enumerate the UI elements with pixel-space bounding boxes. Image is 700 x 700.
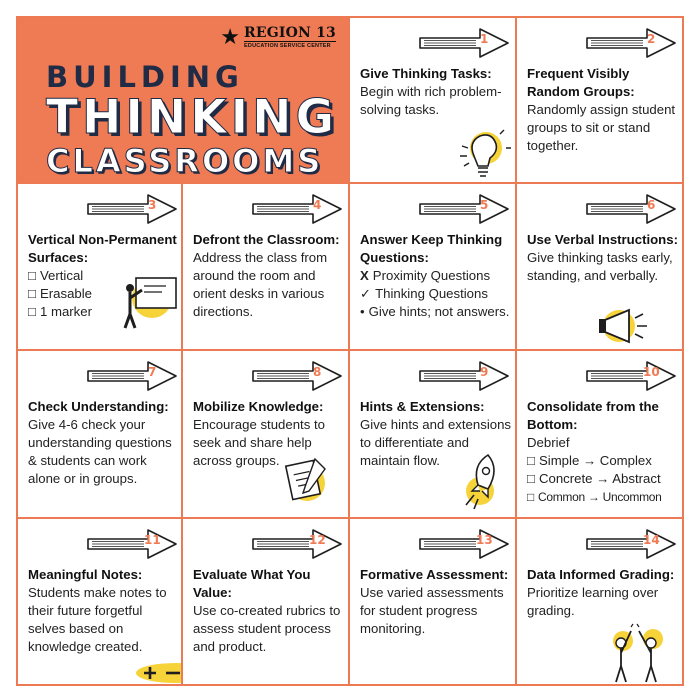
brand-logo xyxy=(220,26,336,49)
title-line-2: THINKING xyxy=(46,90,339,145)
tile-body: Address the class from around the room and orient desks in various directions. xyxy=(193,249,328,319)
tile-body: Give hints and extensions to differentiate and maintain flow. xyxy=(360,417,512,468)
math-symbols-icon xyxy=(136,661,183,685)
title-banner xyxy=(16,16,350,184)
tile-1 xyxy=(350,16,517,184)
tile-body: Encourage students to seek and share help across groups. xyxy=(193,417,325,468)
list-item: □ Concrete → Abstract xyxy=(527,471,661,486)
tile-11 xyxy=(16,519,183,687)
tile-heading: Frequent Visibly Random Groups: xyxy=(527,66,635,99)
tile-body: Use co-created rubrics to assess student process and product. xyxy=(193,602,341,654)
tile-body: Randomly assign student groups to sit or stand together. xyxy=(527,102,676,153)
arrow-icon xyxy=(418,192,510,226)
tile-number: 12 xyxy=(309,532,326,547)
list-item: □ Erasable xyxy=(28,285,93,301)
tile-13 xyxy=(350,519,517,687)
tile-number: 1 xyxy=(480,32,489,46)
list-item: □ Common → Uncommon xyxy=(527,490,662,504)
tile-number: 10 xyxy=(643,365,660,379)
tile-10 xyxy=(517,351,684,519)
tile-heading: Answer Keep Thinking Questions: xyxy=(360,231,503,265)
tile-heading: Consolidate from the Bottom: xyxy=(527,399,659,432)
tile-body: Students make notes to their future forgetful selves based on knowledge created. xyxy=(28,584,167,654)
title-line-1: BUILDING xyxy=(46,60,244,94)
tile-7 xyxy=(16,351,183,519)
list-item: X Proximity Questions xyxy=(360,267,491,283)
tile-number: 6 xyxy=(647,197,656,212)
tile-heading: Hints & Extensions: xyxy=(360,399,485,414)
tile-heading: Formative Assessment: xyxy=(360,566,509,582)
tile-body: Give 4-6 check your understanding questions & students can work alone or in groups. xyxy=(28,417,172,486)
tile-8 xyxy=(183,351,350,519)
megaphone-icon xyxy=(595,304,655,348)
tile-number: 7 xyxy=(148,365,157,379)
list-item: • Give hints; not answers. xyxy=(360,303,510,319)
tile-heading: Vertical Non-Permanent Surfaces: xyxy=(28,231,177,265)
list-item: ✓ Thinking Questions xyxy=(360,285,488,301)
tile-14 xyxy=(517,519,684,687)
tile-4 xyxy=(183,184,350,352)
tile-number: 3 xyxy=(148,197,157,212)
tile-number: 5 xyxy=(480,197,489,212)
tile-number: 4 xyxy=(313,197,322,212)
tile-body: Use varied assessments for student progress monitoring. xyxy=(360,584,504,636)
arrow-icon xyxy=(585,527,677,561)
tile-body: Give thinking tasks early, standing, and verbally. xyxy=(527,249,673,283)
rocket-icon xyxy=(458,449,506,513)
brand-subtitle: EDUCATION SERVICE CENTER xyxy=(244,41,336,49)
tile-heading: Mobilize Knowledge: xyxy=(193,399,324,414)
arrow-icon xyxy=(86,192,178,226)
tile-number: 2 xyxy=(647,32,656,46)
list-item: □ Vertical xyxy=(28,267,84,283)
tile-9 xyxy=(350,351,517,519)
arrow-icon xyxy=(585,192,677,226)
list-item: □ Simple → Complex xyxy=(527,453,652,468)
title-line-3: CLASSROOMS xyxy=(46,142,324,180)
tile-number: 11 xyxy=(144,532,161,547)
tile-3 xyxy=(16,184,183,352)
tile-body: Prioritize learning over grading. xyxy=(527,584,659,618)
tile-number: 14 xyxy=(643,532,660,547)
list-item: □ 1 marker xyxy=(28,303,92,319)
tile-5 xyxy=(350,184,517,352)
arrow-icon xyxy=(86,359,178,393)
tile-heading: Give Thinking Tasks: xyxy=(360,66,492,81)
arrow-icon xyxy=(251,527,343,561)
tile-number: 9 xyxy=(480,365,489,379)
arrow-icon xyxy=(585,26,677,60)
tile-heading: Data Informed Grading: xyxy=(527,566,675,582)
tile-12 xyxy=(183,519,350,687)
arrow-icon xyxy=(585,359,677,393)
tile-body: Begin with rich problem-solving tasks. xyxy=(360,84,502,117)
brand-name: REGION 13 xyxy=(244,25,336,41)
tile-number: 13 xyxy=(476,532,493,547)
tile-heading: Use Verbal Instructions: xyxy=(527,231,678,247)
notepad-icon xyxy=(279,451,331,507)
tile-heading: Defront the Classroom: xyxy=(193,231,340,247)
arrow-icon xyxy=(251,192,343,226)
tile-number: 8 xyxy=(313,365,322,379)
lightbulb-icon xyxy=(450,126,512,184)
arrow-icon xyxy=(418,26,510,60)
arrow-icon xyxy=(418,527,510,561)
board-grid xyxy=(16,16,684,686)
tile-heading: Evaluate What You Value: xyxy=(193,566,311,600)
tile-body: Debrief xyxy=(527,435,570,450)
high-five-icon xyxy=(603,623,669,685)
arrow-icon xyxy=(86,527,178,561)
tile-heading: Check Understanding: xyxy=(28,399,169,414)
tile-heading: Meaningful Notes: xyxy=(28,566,143,582)
arrow-icon xyxy=(251,359,343,393)
tile-6 xyxy=(517,184,684,352)
whiteboard-teacher-icon xyxy=(116,272,180,336)
tile-2 xyxy=(517,16,684,184)
star-icon: ★ xyxy=(220,24,241,49)
arrow-icon xyxy=(418,359,510,393)
